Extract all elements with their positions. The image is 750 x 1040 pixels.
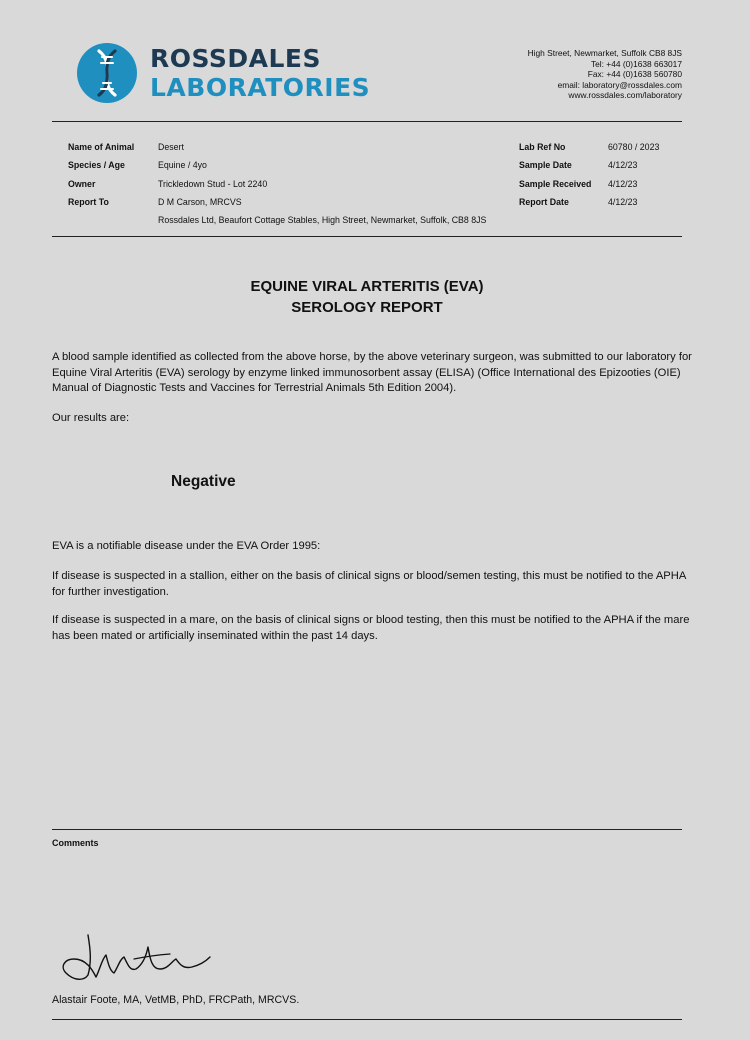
address-fax: Fax: +44 (0)1638 560780 — [587, 69, 682, 80]
header-divider — [52, 121, 682, 122]
sample-date-value: 4/12/23 — [608, 160, 638, 170]
report-date-value: 4/12/23 — [608, 197, 638, 207]
sample-received-label: Sample Received — [519, 179, 592, 189]
lab-ref-value: 60780 / 2023 — [608, 142, 660, 152]
brand-name-line1: ROSSDALES — [150, 44, 322, 73]
sample-received-value: 4/12/23 — [608, 179, 638, 189]
report-to-value: D M Carson, MRCVS — [158, 197, 242, 207]
species-value: Equine / 4yo — [158, 160, 207, 170]
address-email: email: laboratory@rossdales.com — [557, 79, 682, 90]
intro-paragraph: A blood sample identified as collected from the above horse, by the above veterinary surgeon, was submitted to our laboratory for Equine Viral Arteritis (EVA) serology by enzyme linked immunosorbent assay (ELISA) (Office International des Epizooties (OIE) Manual of Diagnostic Tests and Vaccines for Terrestrial Animals 5th Edition 2004). — [52, 351, 692, 395]
dna-helix-icon — [76, 42, 138, 104]
owner-label: Owner — [68, 179, 96, 189]
result-value: Negative — [171, 473, 236, 490]
details-divider — [52, 236, 682, 237]
comments-divider — [52, 829, 682, 830]
stallion-paragraph: If disease is suspected in a stallion, either on the basis of clinical signs or blood/semen testing, this must be notified to the APHA for further investigation. — [52, 570, 686, 598]
report-subtitle: SEROLOGY REPORT — [291, 299, 443, 316]
signature-image — [52, 925, 222, 987]
footer-divider — [52, 1019, 682, 1020]
report-date-label: Report Date — [519, 197, 569, 207]
results-intro: Our results are: — [52, 412, 130, 424]
notifiable-paragraph: EVA is a notifiable disease under the EVA Order 1995: — [52, 540, 321, 552]
lab-address — [528, 48, 682, 101]
report-title: EQUINE VIRAL ARTERITIS (EVA) — [250, 278, 484, 295]
signer-name: Alastair Foote, MA, VetMB, PhD, FRCPath, MRCVS. — [52, 994, 300, 1006]
lab-ref-label: Lab Ref No — [519, 142, 566, 152]
owner-value: Trickledown Stud - Lot 2240 — [158, 179, 268, 189]
rossdales-logo — [76, 42, 376, 104]
comments-label: Comments — [52, 838, 99, 848]
brand-name-line2: LABORATORIES — [150, 73, 371, 102]
report-to-address: Rossdales Ltd, Beaufort Cottage Stables, High Street, Newmarket, Suffolk, CB8 8JS — [158, 215, 487, 225]
species-label: Species / Age — [68, 160, 125, 170]
address-web: www.rossdales.com/laboratory — [568, 90, 682, 101]
animal-label: Name of Animal — [68, 142, 135, 152]
mare-paragraph: If disease is suspected in a mare, on the basis of clinical signs or blood testing, then this must be notified to the APHA if the mare has been mated or artificially inseminated within the past 14 days. — [52, 614, 690, 642]
report-to-label: Report To — [68, 197, 109, 207]
address-phone: Tel: +44 (0)1638 663017 — [590, 58, 682, 69]
address-line: High Street, Newmarket, Suffolk CB8 8JS — [527, 48, 682, 58]
sample-date-label: Sample Date — [519, 160, 572, 170]
animal-value: Desert — [158, 142, 184, 152]
